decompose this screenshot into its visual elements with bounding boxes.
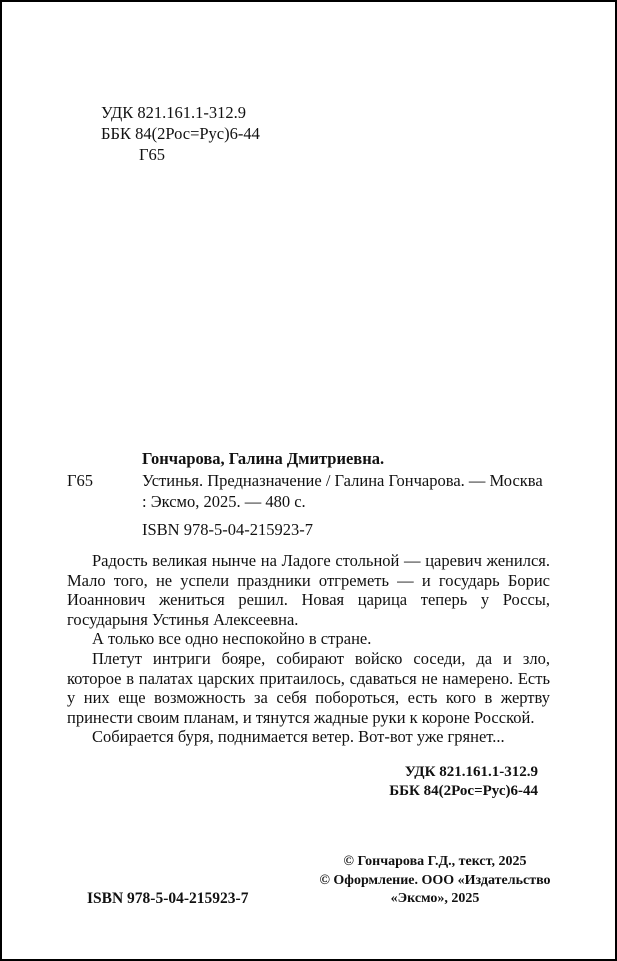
annotation-paragraph-3: Плетут интриги бояре, собирают войско соседи, да и зло, которое в палатах царских притаилось, сдаваться не намерено. Есть у них еще возможность за себя побороться, есть кого в жертву принести своим планам, и тянутся жадные руки к короне Росской. [67,648,550,727]
author-sign-top: Г65 [139,145,166,164]
bbk-code-right: ББК 84(2Рос=Рус)6-44 [389,783,538,799]
isbn-footer: ISBN 978-5-04-215923-7 [87,890,249,907]
bibliographic-description: Устинья. Предназначение / Галина Гончарова. — Москва : Эксмо, 2025. — 480 с. [142,470,543,511]
isbn-catalog-line: ISBN 978-5-04-215923-7 [142,519,313,539]
author-sign-catalog: Г65 [67,470,94,490]
udk-code-top: УДК 821.161.1-312.9 [101,103,247,122]
classification-codes-top [101,102,260,165]
copyright-block [315,853,555,909]
catalog-description-row [67,470,551,513]
annotation-paragraph-4: Собирается буря, поднимается ветер. Вот-вот уже грянет... [92,727,505,747]
copyright-text-line: © Гончарова Г.Д., текст, 2025 [343,854,527,869]
annotation-block [67,551,550,747]
catalog-card [67,448,551,540]
annotation-paragraph-1: Радость великая нынче на Ладоге стольной — царевич женился. Мало того, не успели праздники отгреметь — и государь Борис Иоаннович жениться решил. Новая царица теперь у Россы, государыня Устинья Алексеевна. [67,551,550,629]
classification-codes-right [389,763,538,801]
udk-code-right: УДК 821.161.1-312.9 [404,764,538,780]
bbk-code-top: ББК 84(2Рос=Рус)6-44 [101,124,260,143]
catalog-author-name: Гончарова, Галина Дмитриевна. [142,449,385,468]
copyright-design-line: © Оформление. ООО «Издательство «Эксмо», 2025 [319,872,551,906]
annotation-paragraph-2: А только все одно неспокойно в стране. [92,629,372,649]
